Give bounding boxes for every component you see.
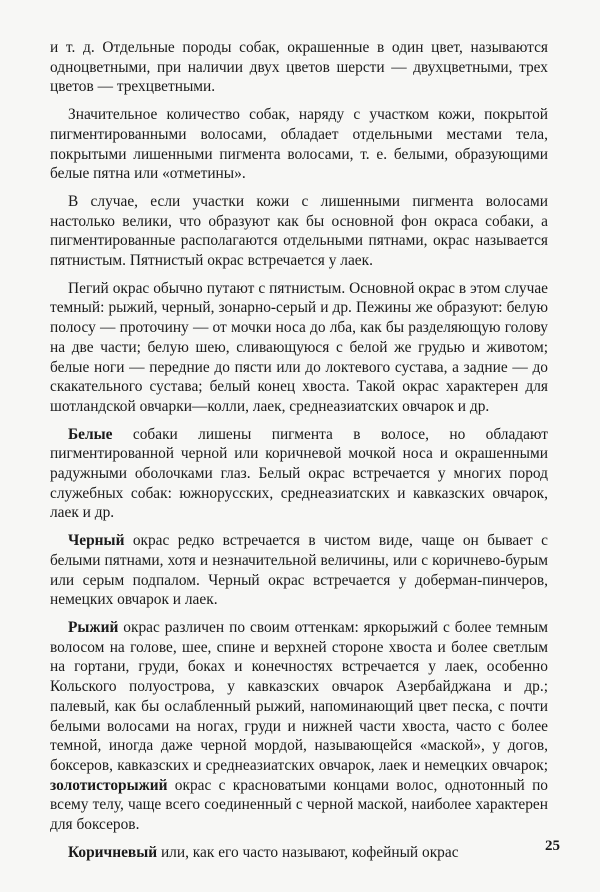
- paragraph: [50, 105, 548, 184]
- page-number: 25: [545, 838, 560, 854]
- paragraph: [50, 279, 548, 417]
- paragraph-inline-term: золотисторыжий: [50, 776, 168, 794]
- paragraph-text: окрас с красноватыми концами волос, однотонный по всему телу, чаще всего соединенный с черной маской, наиболее характерен для боксеров.: [50, 776, 548, 834]
- paragraph-text: В случае, если участки кожи с лишенными пигмента волосами настолько велики, что образуют как бы основной фон окраса собаки, а пигментированные располагаются отдельными пятнами, окрас называется пятнистым. Пятнистый окрас встречается у лаек.: [50, 192, 548, 270]
- paragraph: [50, 425, 548, 524]
- paragraph-lead-term: Черный: [68, 532, 125, 550]
- paragraph: [50, 618, 548, 835]
- body-text: [50, 38, 548, 870]
- paragraph: [50, 531, 548, 610]
- paragraph-text: Значительное количество собак, наряду с участком кожи, покрытой пигментированными волосами, обладает отдельными местами тела, покрытыми лишенными пигмента волосами, т. е. белыми, образующими белые пятна или «отметины».: [50, 106, 548, 183]
- paragraph-text: Пегий окрас обычно путают с пятнистым. Основной окрас в этом случае темный: рыжий, черный, зонарно-серый и др. Пежины же образуют: белую полосу — проточину — от мочки носа до лба, как бы разделяющую голову на две части; белую шею, сливающуюся с белой же грудью и животом; белые ноги — передние до пясти или до локтевого сустава, а задние — до скакательного сустава; белый конец хвоста. Такой окрас характерен для шотландской овчарки—колли, лаек, среднеазиатских овчарок и др.: [50, 279, 548, 415]
- paragraph-text: или, как его часто называют, кофейный окрас: [157, 843, 459, 861]
- paragraph-lead-term: Белые: [68, 425, 113, 443]
- paragraph: [50, 192, 548, 271]
- paragraph-lead-term: Рыжий: [68, 618, 119, 636]
- paragraph-text: окрас редко встречается в чистом виде, чаще он бывает с белыми пятнами, хотя и незначительной величины, или с коричнево-бурым или серым подпалом. Черный окрас встречается у доберман-пинчеров, немецких овчарок и лаек.: [50, 532, 548, 609]
- paragraph: [50, 843, 548, 863]
- paragraph-text: и т. д. Отдельные породы собак, окрашенные в один цвет, называются одноцветными, при наличии двух цветов шерсти — двухцветными, трех цветов — трехцветными.: [50, 39, 548, 96]
- paragraph-text: собаки лишены пигмента в волосе, но обладают пигментированной черной или коричневой мочкой носа и окрашенными радужными оболочками глаз. Белый окрас встречается у многих пород служебных собак: южнорусских, среднеазиатских и кавказских овчарок, лаек и др.: [50, 425, 548, 522]
- paragraph: [50, 38, 548, 97]
- paragraph-lead-term: Коричневый: [68, 843, 158, 861]
- paragraph-text: окрас различен по своим оттенкам: яркорыжий с более темным волосом на голове, шее, спине и верхней стороне хвоста и более светлым на гортани, груди, боках и конечностях встречается у лаек, особенно Кольского полуострова, у кавказских овчарок Азербайджана и др.; палевый, как бы ослабленный рыжий, напоминающий цвет песка, с почти белыми волосами на ногах, груди и нижней части хвоста, часто с более темной, иногда даже черной мордой, называющейся «маской», у догов, боксеров, кавказских и среднеазиатских овчарок, лаек и немецких овчарок;: [50, 618, 548, 774]
